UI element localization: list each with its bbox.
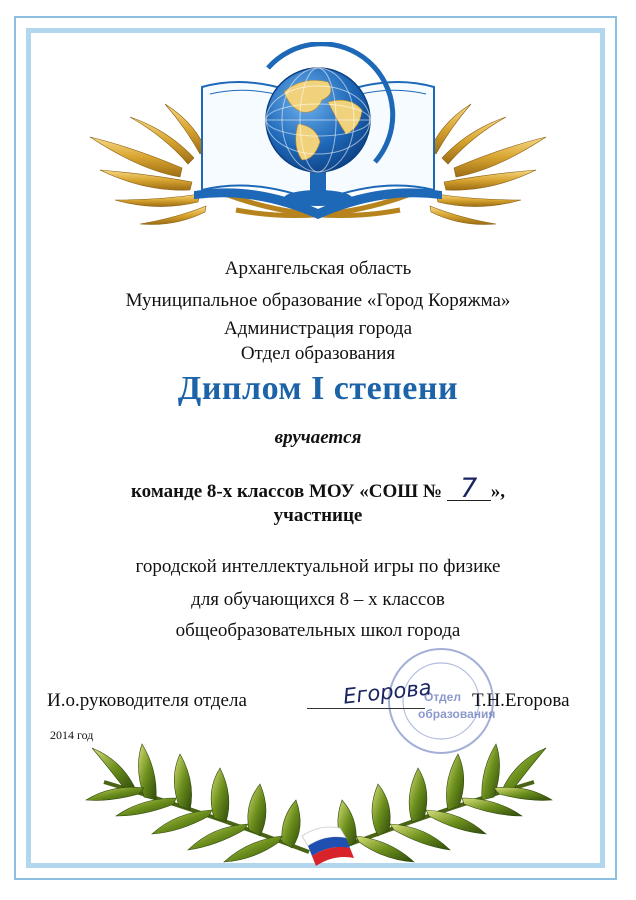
administration-name: Администрация города	[223, 318, 412, 339]
signatory-name: Т.Н.Егорова	[472, 690, 570, 711]
recipient-line	[0, 473, 636, 504]
diploma-title: Диплом I степени	[177, 370, 459, 407]
recipient-prefix: команде 8-х классов МОУ «СОШ №	[130, 481, 443, 502]
signatory-title: И.о.руководителя отдела	[47, 690, 247, 711]
recipient-suffix: »,	[490, 481, 506, 502]
award-verb: вручается	[274, 427, 362, 448]
department-name: Отдел образования	[240, 343, 396, 364]
municipality-name: Муниципальное образование «Город Коряжма»	[125, 290, 511, 311]
stamp-line-2: образования	[418, 707, 496, 721]
event-line-2: для обучающихся 8 – х классов	[191, 589, 445, 610]
signature-line	[307, 708, 425, 709]
handwritten-signature: Егорова	[341, 675, 433, 709]
stamp-line-1: Отдел	[424, 690, 461, 704]
event-line-1: городской интеллектуальной игры по физике	[135, 556, 501, 577]
event-line-3: общеобразовательных школ города	[175, 620, 461, 641]
school-number-handwritten: 7	[447, 478, 491, 501]
region-name: Архангельская область	[224, 258, 412, 279]
issue-year: 2014 год	[50, 728, 94, 742]
recipient-role: участнице	[273, 505, 363, 526]
laurel-branch-icon	[84, 742, 554, 867]
globe-book-emblem-icon	[70, 42, 566, 242]
